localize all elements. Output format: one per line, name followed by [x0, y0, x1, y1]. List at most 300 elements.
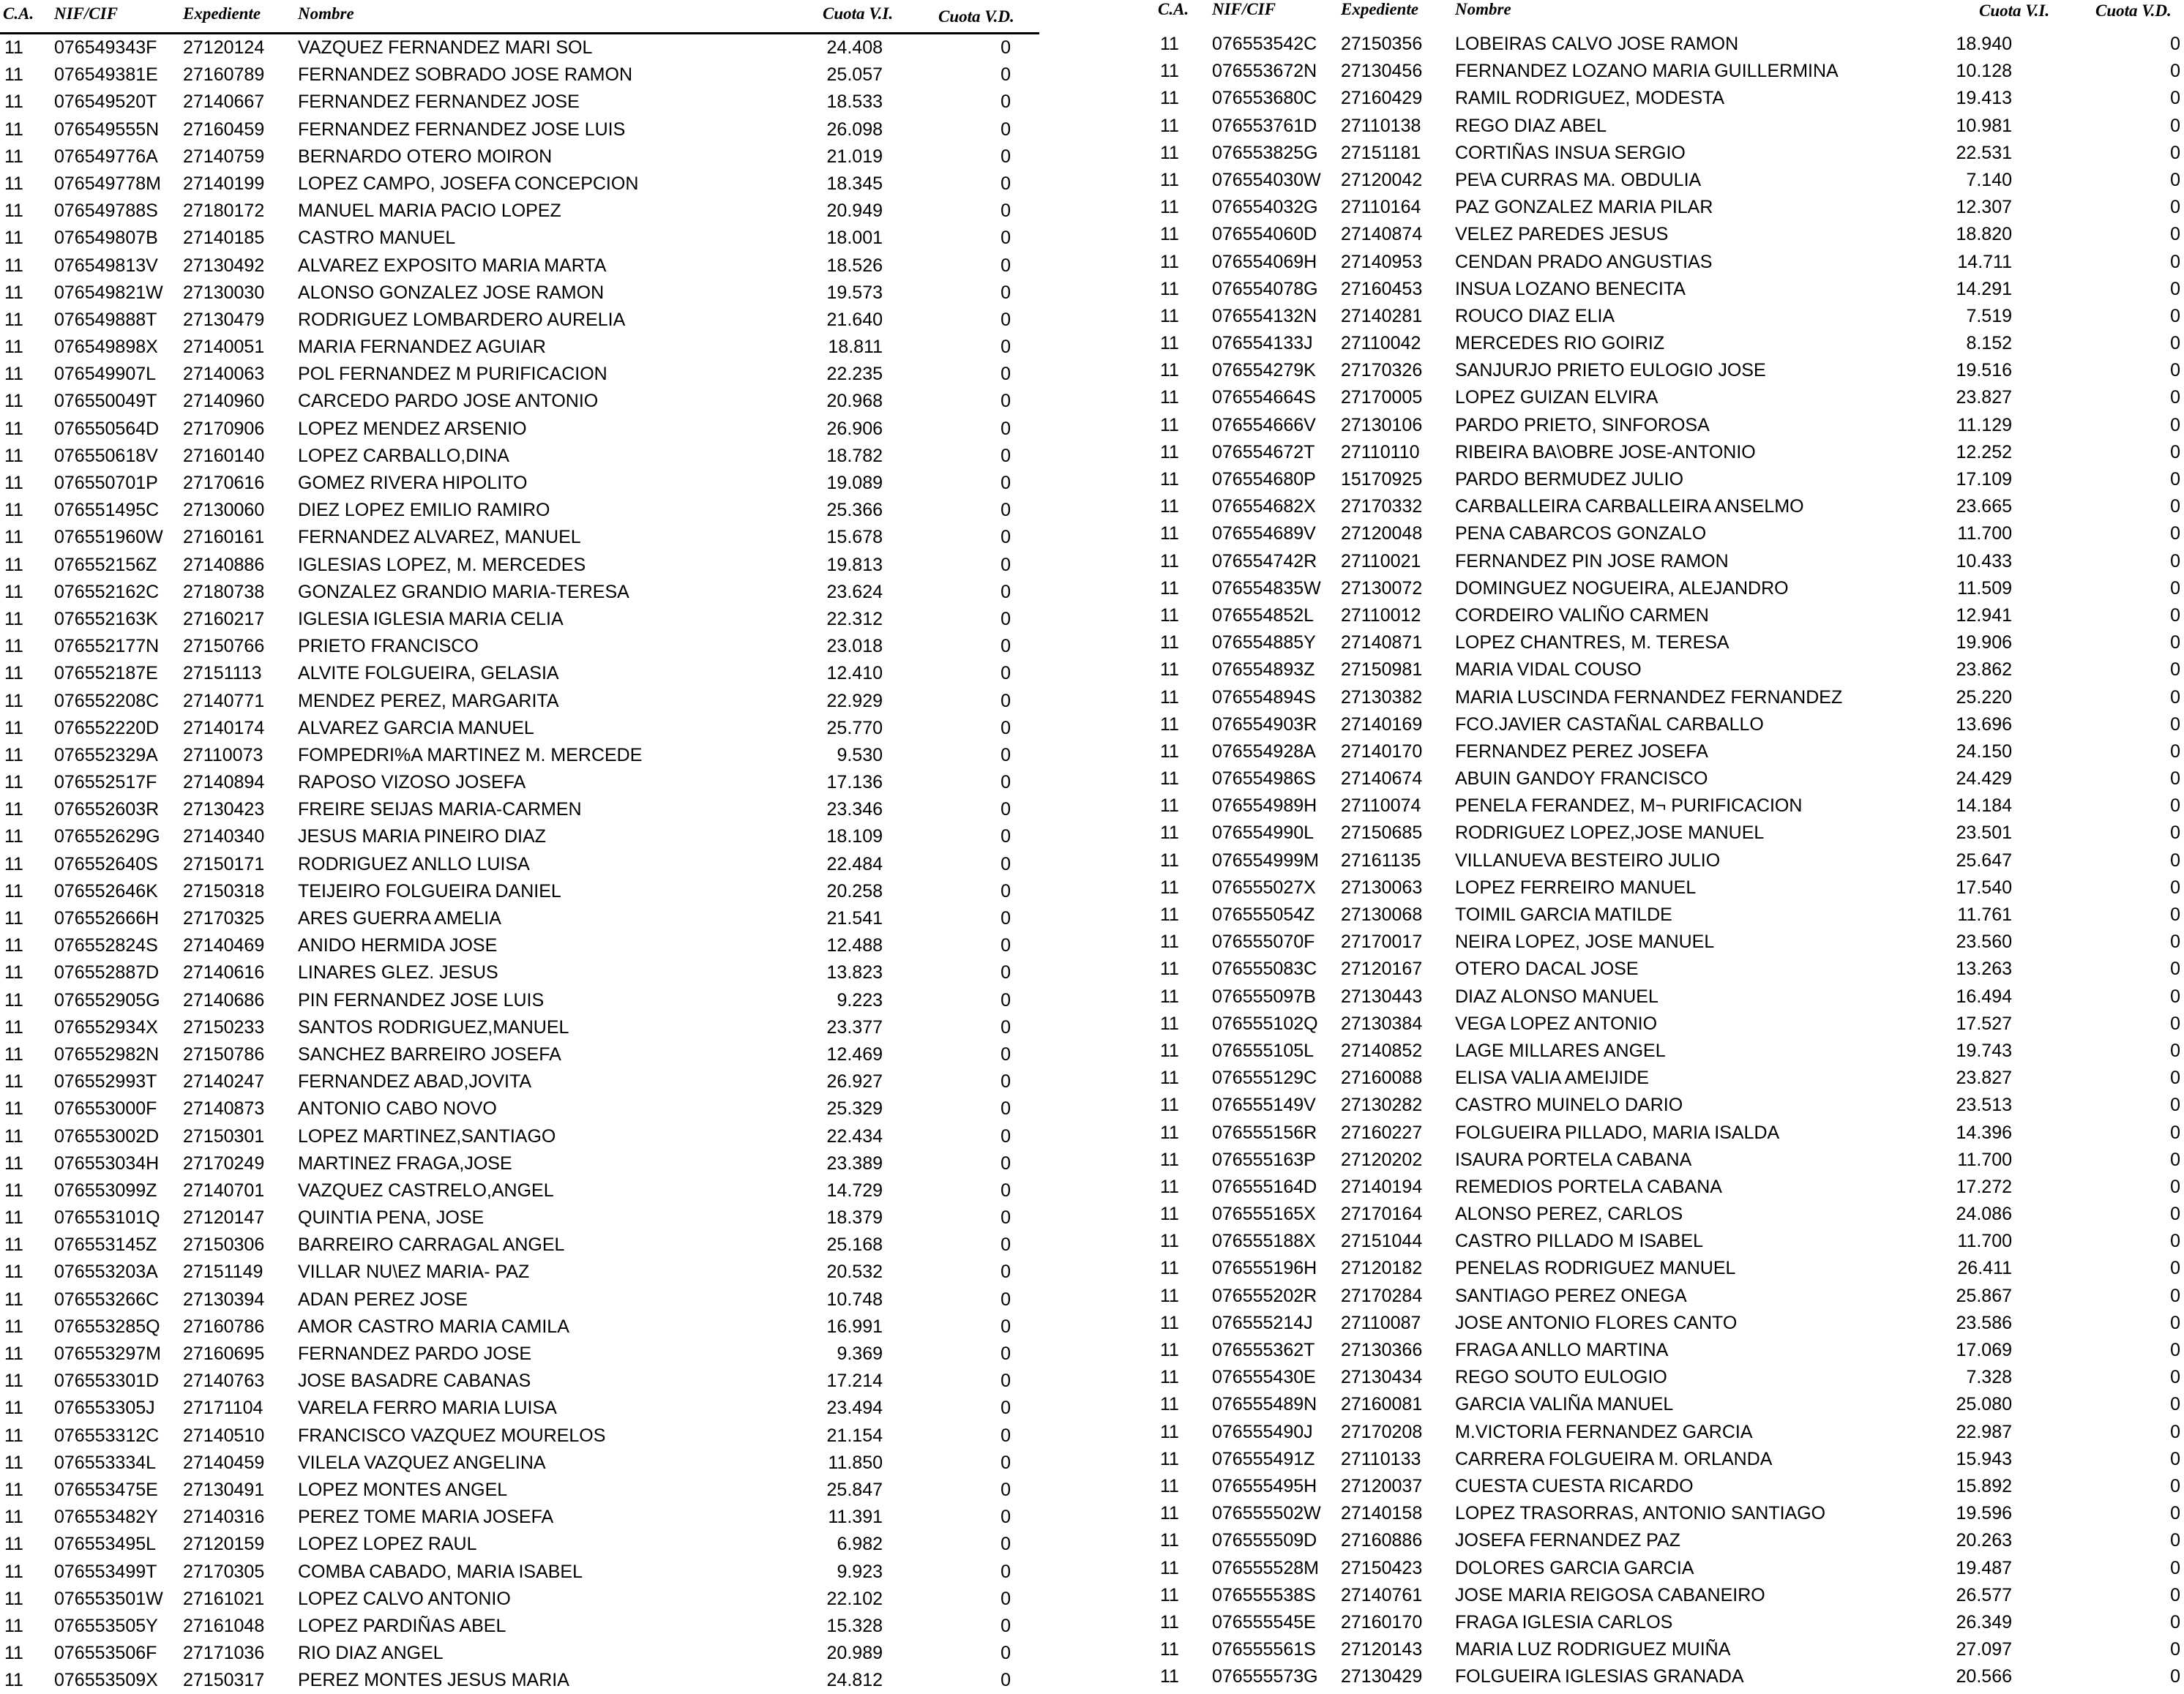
cell-cuota-vi: 9.923: [837, 1561, 883, 1582]
cell-cuota-vi: 25.057: [826, 64, 883, 86]
cell-cuota-vi: 12.410: [826, 663, 883, 684]
cell-ca: 11: [1160, 904, 1179, 925]
cell-nif: 076555027X: [1212, 877, 1316, 898]
cell-ca: 11: [4, 1615, 23, 1636]
cell-cuota-vi: 23.827: [1956, 1068, 2012, 1089]
header-ca: C.A.: [1158, 0, 1189, 18]
cell-nombre: SANTOS RODRIGUEZ,MANUEL: [298, 1016, 569, 1038]
table-row: [0, 1423, 1039, 1450]
cell-expediente: 27160429: [1341, 88, 1423, 109]
cell-nombre: LOPEZ CARBALLO,DINA: [298, 445, 509, 466]
cell-ca: 11: [4, 1507, 23, 1528]
cell-ca: 11: [1160, 333, 1179, 354]
cell-ca: 11: [4, 1670, 23, 1691]
table-row: [1156, 1391, 2184, 1418]
cell-expediente: 27110087: [1341, 1312, 1421, 1333]
cell-nombre: FCO.JAVIER CASTAÑAL CARBALLO: [1455, 713, 1764, 735]
table-row: [1156, 820, 2184, 847]
cell-expediente: 15170925: [1341, 469, 1423, 490]
table-row: [0, 225, 1039, 252]
table-row: [0, 1477, 1039, 1504]
table-row: [1156, 113, 2184, 140]
cell-nombre: ISAURA PORTELA CABANA: [1455, 1149, 1692, 1170]
cell-nombre: REGO SOUTO EULOGIO: [1455, 1367, 1667, 1388]
cell-cuota-vi: 25.366: [826, 500, 883, 521]
cell-nombre: PIN FERNANDEZ JOSE LUIS: [298, 989, 545, 1011]
cell-expediente: 27130030: [183, 282, 265, 303]
cell-cuota-vd: 0: [1001, 255, 1011, 276]
cell-ca: 11: [1160, 1068, 1179, 1089]
cell-ca: 11: [4, 255, 23, 276]
cell-cuota-vd: 0: [2170, 877, 2180, 898]
cell-nombre: FOLGUEIRA PILLADO, MARIA ISALDA: [1455, 1122, 1780, 1143]
cell-cuota-vi: 18.345: [826, 173, 883, 194]
cell-ca: 11: [4, 581, 23, 602]
cell-expediente: 27140674: [1341, 768, 1423, 790]
cell-nombre: JOSEFA FERNANDEZ PAZ: [1455, 1530, 1680, 1551]
table-row: [1156, 983, 2184, 1011]
cell-nombre: MANUEL MARIA PACIO LOPEZ: [298, 200, 561, 222]
cell-cuota-vd: 0: [1001, 1398, 1011, 1419]
cell-cuota-vd: 0: [2170, 305, 2180, 326]
cell-expediente: 27180172: [183, 200, 265, 222]
cell-cuota-vd: 0: [2170, 115, 2180, 136]
cell-expediente: 27160217: [183, 608, 265, 629]
cell-nombre: ANIDO HERMIDA JOSE: [298, 935, 498, 956]
cell-cuota-vi: 17.136: [826, 772, 883, 793]
cell-nombre: VAZQUEZ CASTRELO,ANGEL: [298, 1180, 554, 1201]
cell-cuota-vi: 11.700: [1957, 1231, 2012, 1252]
cell-expediente: 27130443: [1341, 986, 1423, 1007]
table-body: [1156, 31, 2184, 1690]
table-row: [1156, 439, 2184, 466]
cell-expediente: 27110042: [1341, 333, 1421, 354]
cell-ca: 11: [4, 309, 23, 330]
cell-ca: 11: [4, 1479, 23, 1500]
cell-cuota-vi: 24.408: [826, 37, 883, 58]
cell-expediente: 27160170: [1341, 1611, 1423, 1633]
header-cuota-vd: Cuota V.D.: [938, 7, 1014, 26]
table-row: [0, 769, 1039, 796]
cell-nombre: DOLORES GARCIA GARCIA: [1455, 1557, 1694, 1578]
cell-expediente: 27161135: [1341, 850, 1421, 871]
cell-expediente: 27151113: [183, 663, 262, 684]
cell-nombre: ALVAREZ EXPOSITO MARIA MARTA: [298, 255, 607, 276]
cell-nombre: PENA CABARCOS GONZALO: [1455, 523, 1707, 544]
cell-ca: 11: [4, 608, 23, 629]
cell-cuota-vd: 0: [1001, 1071, 1011, 1093]
cell-ca: 11: [4, 64, 23, 86]
cell-nif: 076553203A: [54, 1262, 158, 1283]
cell-cuota-vi: 25.168: [826, 1234, 883, 1256]
cell-cuota-vi: 23.560: [1956, 932, 2012, 953]
table-row: [0, 34, 1039, 61]
cell-expediente: 27151181: [1341, 142, 1421, 163]
cell-nombre: CORTIÑAS INSUA SERGIO: [1455, 142, 1686, 163]
cell-cuota-vi: 14.396: [1956, 1122, 2012, 1143]
cell-cuota-vi: 23.346: [826, 799, 883, 820]
cell-nombre: LOPEZ CAMPO, JOSEFA CONCEPCION: [298, 173, 639, 194]
cell-cuota-vi: 25.220: [1956, 686, 2012, 708]
cell-nombre: TEIJEIRO FOLGUEIRA DANIEL: [298, 880, 561, 902]
cell-nif: 076549907L: [54, 364, 157, 385]
table-row: [0, 1041, 1039, 1068]
cell-expediente: 27170906: [183, 418, 265, 439]
cell-nombre: RODRIGUEZ ANLLO LUISA: [298, 853, 530, 874]
cell-cuota-vi: 21.541: [826, 908, 883, 929]
table-row: [1156, 1337, 2184, 1364]
cell-ca: 11: [4, 1398, 23, 1419]
cell-cuota-vi: 23.624: [826, 581, 883, 602]
cell-ca: 11: [1160, 1394, 1179, 1415]
table-row: [1156, 1147, 2184, 1174]
cell-cuota-vd: 0: [1001, 337, 1011, 358]
cell-ca: 11: [1160, 523, 1179, 544]
cell-ca: 11: [1160, 850, 1179, 871]
cell-cuota-vi: 19.813: [826, 554, 883, 575]
cell-nif: 076552603R: [54, 799, 160, 820]
cell-nombre: OTERO DACAL JOSE: [1455, 959, 1639, 980]
cell-cuota-vi: 11.509: [1957, 577, 2012, 599]
table-row: [1156, 956, 2184, 983]
cell-nif: 076553542C: [1212, 34, 1317, 54]
cell-nombre: TOIMIL GARCIA MATILDE: [1455, 904, 1672, 925]
cell-nif: 076553101Q: [54, 1207, 160, 1229]
cell-ca: 11: [1160, 387, 1179, 408]
cell-expediente: 27160081: [1341, 1394, 1423, 1415]
table-row: [1156, 548, 2184, 575]
cell-nif: 076554928A: [1212, 741, 1316, 762]
cell-expediente: 27140316: [183, 1507, 265, 1528]
cell-expediente: 27130072: [1341, 577, 1423, 599]
cell-ca: 11: [1160, 1340, 1179, 1360]
cell-expediente: 27150233: [183, 1016, 265, 1038]
cell-cuota-vd: 0: [2170, 88, 2180, 109]
cell-expediente: 27151044: [1341, 1231, 1423, 1252]
cell-cuota-vi: 26.411: [1957, 1258, 2012, 1279]
cell-nombre: CASTRO MANUEL: [298, 228, 456, 249]
cell-expediente: 27170249: [183, 1153, 265, 1174]
cell-cuota-vi: 19.516: [1956, 360, 2012, 381]
table-row: [1156, 221, 2184, 248]
cell-nif: 076553266C: [54, 1289, 160, 1310]
cell-expediente: 27130060: [183, 500, 265, 521]
cell-nif: 076553825G: [1212, 142, 1318, 163]
table-row: [0, 851, 1039, 878]
cell-nif: 076555509D: [1212, 1530, 1317, 1551]
table-row: [0, 252, 1039, 280]
cell-nif: 076553680C: [1212, 88, 1317, 109]
cell-nombre: QUINTIA PENA, JOSE: [298, 1207, 485, 1229]
cell-cuota-vi: 18.811: [828, 337, 883, 358]
cell-nombre: RODRIGUEZ LOPEZ,JOSE MANUEL: [1455, 822, 1765, 844]
cell-ca: 11: [4, 935, 23, 956]
table-row: [1156, 58, 2184, 85]
cell-ca: 11: [4, 1561, 23, 1582]
cell-nombre: LOPEZ LOPEZ RAUL: [298, 1534, 477, 1555]
cell-cuota-vi: 10.981: [1956, 115, 2012, 136]
cell-ca: 11: [1160, 305, 1179, 326]
cell-cuota-vd: 0: [1001, 1425, 1011, 1446]
cell-nombre: CARRERA FOLGUEIRA M. ORLANDA: [1455, 1448, 1773, 1469]
cell-cuota-vi: 14.184: [1956, 795, 2012, 817]
cell-nif: 076554279K: [1212, 360, 1316, 381]
cell-cuota-vd: 0: [1001, 1043, 1011, 1065]
cell-nombre: RIO DIAZ ANGEL: [298, 1643, 444, 1664]
cell-expediente: 27140759: [183, 146, 265, 167]
cell-cuota-vi: 10.433: [1956, 550, 2012, 571]
cell-ca: 11: [4, 1425, 23, 1446]
table-row: [0, 334, 1039, 361]
cell-nombre: FRANCISCO VAZQUEZ MOURELOS: [298, 1425, 606, 1446]
cell-nif: 076555489N: [1212, 1394, 1317, 1415]
cell-nombre: FOLGUEIRA IGLESIAS GRANADA: [1455, 1666, 1744, 1687]
table-row: [0, 1531, 1039, 1558]
cell-expediente: 27140174: [183, 717, 265, 738]
cell-expediente: 27140469: [183, 935, 265, 956]
cell-cuota-vi: 12.488: [826, 935, 883, 956]
cell-nombre: SANCHEZ BARREIRO JOSEFA: [298, 1043, 561, 1065]
cell-cuota-vd: 0: [1001, 1153, 1011, 1174]
cell-ca: 11: [4, 1289, 23, 1310]
table-row: [1156, 1092, 2184, 1119]
table-row: [1156, 765, 2184, 792]
cell-ca: 11: [1160, 115, 1179, 136]
cell-nombre: IGLESIA IGLESIA MARIA CELIA: [298, 608, 564, 629]
cell-nombre: FERNANDEZ PEREZ JOSEFA: [1455, 741, 1708, 762]
cell-nif: 076552993T: [54, 1071, 157, 1093]
cell-ca: 11: [1160, 169, 1179, 190]
cell-cuota-vd: 0: [2170, 1258, 2180, 1279]
cell-cuota-vi: 26.927: [826, 1071, 883, 1093]
cell-nif: 076552162C: [54, 581, 160, 602]
cell-nombre: FERNANDEZ PIN JOSE RAMON: [1455, 550, 1729, 571]
cell-ca: 11: [1160, 632, 1179, 653]
cell-cuota-vi: 23.513: [1956, 1095, 2012, 1116]
cell-expediente: 27140874: [1341, 224, 1423, 245]
cell-cuota-vd: 0: [1001, 364, 1011, 385]
cell-ca: 11: [1160, 1639, 1179, 1660]
cell-ca: 11: [4, 690, 23, 711]
cell-cuota-vi: 26.577: [1956, 1584, 2012, 1605]
cell-cuota-vi: 20.566: [1956, 1666, 2012, 1687]
cell-cuota-vi: 18.940: [1956, 34, 2012, 54]
cell-nif: 076555097B: [1212, 986, 1316, 1007]
cell-cuota-vd: 0: [1001, 146, 1011, 167]
cell-nombre: GARCIA VALIÑA MANUEL: [1455, 1394, 1674, 1415]
cell-cuota-vd: 0: [2170, 1448, 2180, 1469]
cell-ca: 11: [4, 717, 23, 738]
cell-cuota-vi: 18.526: [826, 255, 883, 276]
cell-expediente: 27150318: [183, 880, 265, 902]
cell-nombre: FERNANDEZ ALVAREZ, MANUEL: [298, 527, 581, 548]
cell-nif: 076554666V: [1212, 414, 1316, 435]
cell-cuota-vi: 25.847: [826, 1479, 883, 1500]
cell-nif: 076550701P: [54, 473, 158, 493]
header-expediente: Expediente: [183, 4, 261, 23]
table-row: [0, 524, 1039, 551]
cell-nombre: BERNARDO OTERO MOIRON: [298, 146, 553, 167]
cell-cuota-vi: 20.263: [1956, 1530, 2012, 1551]
cell-nif: 076549776A: [54, 146, 158, 167]
cell-cuota-vi: 7.519: [1966, 305, 2012, 326]
table-row: [0, 1313, 1039, 1341]
cell-nif: 076555573G: [1212, 1666, 1318, 1687]
cell-nombre: VAZQUEZ FERNANDEZ MARI SOL: [298, 37, 593, 58]
cell-cuota-vi: 23.862: [1956, 659, 2012, 681]
cell-cuota-vd: 0: [1001, 1343, 1011, 1364]
cell-cuota-vd: 0: [1001, 445, 1011, 466]
cell-nombre: DOMINGUEZ NOGUEIRA, ALEJANDRO: [1455, 577, 1789, 599]
cell-nombre: RIBEIRA BA\OBRE JOSE-ANTONIO: [1455, 441, 1756, 462]
table-row: [1156, 902, 2184, 929]
cell-cuota-vi: 11.391: [828, 1507, 883, 1528]
cell-cuota-vi: 13.823: [826, 962, 883, 983]
cell-nombre: POL FERNANDEZ M PURIFICACION: [298, 364, 607, 385]
cell-cuota-vi: 13.696: [1956, 713, 2012, 735]
header-ca: C.A.: [3, 4, 34, 23]
cell-ca: 11: [1160, 278, 1179, 299]
table-row: [1156, 738, 2184, 765]
cell-cuota-vd: 0: [1001, 64, 1011, 86]
cell-expediente: 27130063: [1341, 877, 1423, 898]
cell-nif: 076554672T: [1212, 441, 1315, 462]
cell-ca: 11: [4, 1016, 23, 1038]
cell-cuota-vd: 0: [1001, 935, 1011, 956]
cell-nif: 076552177N: [54, 636, 160, 657]
cell-nombre: LOPEZ MENDEZ ARSENIO: [298, 418, 527, 439]
cell-nif: 076553305J: [54, 1398, 155, 1419]
cell-cuota-vd: 0: [1001, 826, 1011, 847]
header-nombre: Nombre: [1455, 0, 1511, 18]
cell-nif: 076552646K: [54, 880, 158, 902]
cell-expediente: 27170305: [183, 1561, 265, 1582]
cell-cuota-vi: 12.469: [826, 1043, 883, 1065]
table-row: [1156, 493, 2184, 520]
cell-ca: 11: [1160, 1666, 1179, 1687]
cell-expediente: 27170208: [1341, 1421, 1423, 1442]
cell-nif: 076553499T: [54, 1561, 157, 1582]
cell-nif: 076554990L: [1212, 822, 1314, 844]
cell-expediente: 27150685: [1341, 822, 1423, 844]
cell-cuota-vi: 18.109: [826, 826, 883, 847]
cell-expediente: 27160459: [183, 119, 265, 140]
cell-cuota-vd: 0: [2170, 904, 2180, 925]
cell-ca: 11: [1160, 1530, 1179, 1551]
cell-nombre: VILLANUEVA BESTEIRO JULIO: [1455, 850, 1721, 871]
cell-ca: 11: [4, 826, 23, 847]
cell-expediente: 27151149: [183, 1262, 263, 1283]
cell-nif: 076552887D: [54, 962, 160, 983]
cell-ca: 11: [4, 1098, 23, 1120]
cell-nif: 076553475E: [54, 1479, 158, 1500]
cell-nif: 076552156Z: [54, 554, 157, 575]
cell-nif: 076554689V: [1212, 523, 1316, 544]
cell-cuota-vi: 19.573: [826, 282, 883, 303]
cell-nif: 076554852L: [1212, 604, 1314, 626]
cell-nombre: CENDAN PRADO ANGUSTIAS: [1455, 251, 1713, 272]
cell-nif: 076552666H: [54, 908, 160, 929]
cell-cuota-vd: 0: [2170, 197, 2180, 218]
cell-nif: 076555495H: [1212, 1475, 1317, 1496]
cell-cuota-vi: 7.328: [1966, 1367, 2012, 1388]
cell-nif: 076554885Y: [1212, 632, 1316, 653]
table-row: [1156, 303, 2184, 330]
cell-nombre: DIEZ LOPEZ EMILIO RAMIRO: [298, 500, 550, 521]
cell-nombre: CARBALLEIRA CARBALLEIRA ANSELMO: [1455, 496, 1804, 517]
cell-expediente: 27130456: [1341, 61, 1423, 82]
cell-cuota-vd: 0: [1001, 989, 1011, 1011]
table-row: [0, 143, 1039, 170]
cell-expediente: 27130434: [1341, 1367, 1423, 1388]
cell-cuota-vd: 0: [1001, 554, 1011, 575]
cell-nombre: CARCEDO PARDO JOSE ANTONIO: [298, 391, 599, 412]
cell-cuota-vd: 0: [1001, 690, 1011, 711]
header-cuota-vi: Cuota V.I.: [1979, 1, 2050, 20]
cell-cuota-vd: 0: [2170, 1639, 2180, 1660]
table-row: [0, 89, 1039, 116]
cell-expediente: 27170005: [1341, 387, 1423, 408]
cell-cuota-vd: 0: [2170, 469, 2180, 490]
table-row: [1156, 520, 2184, 547]
cell-cuota-vi: 23.377: [826, 1016, 883, 1038]
cell-cuota-vd: 0: [2170, 1340, 2180, 1360]
cell-expediente: 27170616: [183, 473, 265, 493]
cell-nombre: PEREZ TOME MARIA JOSEFA: [298, 1507, 554, 1528]
cell-cuota-vi: 26.906: [826, 418, 883, 439]
cell-nif: 076555430E: [1212, 1367, 1316, 1388]
table-row: [1156, 1582, 2184, 1609]
cell-expediente: 27120037: [1341, 1475, 1423, 1496]
cell-expediente: 27120048: [1341, 523, 1423, 544]
table-row: [0, 1286, 1039, 1313]
cell-cuota-vd: 0: [1001, 1016, 1011, 1038]
table-row: [1156, 384, 2184, 411]
cell-ca: 11: [1160, 932, 1179, 953]
table-row: [1156, 874, 2184, 902]
cell-nif: 076554742R: [1212, 550, 1317, 571]
cell-ca: 11: [4, 445, 23, 466]
cell-ca: 11: [1160, 251, 1179, 272]
cell-nif: 076554682X: [1212, 496, 1316, 517]
cell-nif: 076553000F: [54, 1098, 157, 1120]
cell-expediente: 27110133: [1341, 1448, 1421, 1469]
cell-ca: 11: [4, 1316, 23, 1337]
cell-ca: 11: [1160, 1448, 1179, 1469]
table-row: [1156, 1473, 2184, 1500]
cell-cuota-vd: 0: [1001, 1371, 1011, 1392]
cell-ca: 11: [4, 418, 23, 439]
cell-cuota-vd: 0: [2170, 986, 2180, 1007]
cell-ca: 11: [1160, 959, 1179, 980]
table-row: [0, 932, 1039, 959]
cell-nombre: FERNANDEZ SOBRADO JOSE RAMON: [298, 64, 632, 86]
cell-nombre: LOPEZ TRASORRAS, ANTONIO SANTIAGO: [1455, 1503, 1826, 1524]
cell-nif: 076555561S: [1212, 1639, 1316, 1660]
cell-ca: 11: [1160, 224, 1179, 245]
cell-cuota-vd: 0: [2170, 360, 2180, 381]
cell-nif: 076549788S: [54, 200, 158, 222]
cell-cuota-vi: 11.761: [1957, 904, 2012, 925]
cell-cuota-vi: 23.665: [1956, 496, 2012, 517]
cell-nombre: ELISA VALIA AMEIJIDE: [1455, 1068, 1649, 1089]
cell-cuota-vd: 0: [2170, 1122, 2180, 1143]
table-row: [1156, 1255, 2184, 1282]
cell-nif: 076553312C: [54, 1425, 160, 1446]
cell-nombre: FERNANDEZ LOZANO MARIA GUILLERMINA: [1455, 61, 1839, 82]
cell-ca: 11: [1160, 360, 1179, 381]
cell-nombre: JOSE ANTONIO FLORES CANTO: [1455, 1312, 1738, 1333]
